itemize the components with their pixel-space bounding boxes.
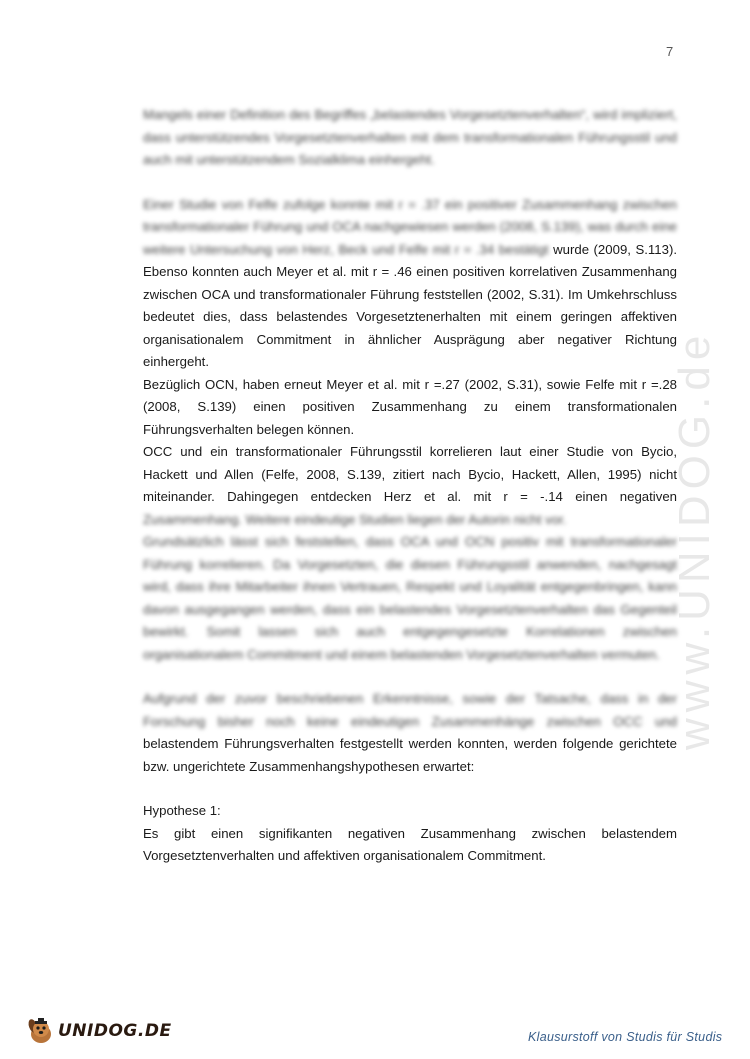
paragraph-6: [143, 688, 677, 778]
hypothesis-title: Hypothese 1:: [143, 803, 221, 818]
document-body: [143, 104, 677, 868]
blurred-paragraph-1: Mangels einer Definition des Begriffes „belastendes Vorgesetztenverhalten“, wird impliziert, dass unterstützendes Vorgesetztenverhalten mit dem transformationalen Führungsstil und auch mit unterstützendem Sozialklima einhergeht.: [143, 107, 677, 167]
paragraph-4: [143, 441, 677, 531]
paragraph-6-blurred: Aufgrund der zuvor beschriebenen Erkenntnisse, sowie der Tatsache, dass in der Forschung bisher noch keine eindeutigen Zusammenhänge zwischen OCC und: [143, 691, 677, 729]
watermark-text: www.UNIDOG.de: [670, 329, 719, 750]
paragraph-2: [143, 194, 677, 374]
paragraph-4-blurred: Zusammenhang. Weitere eindeutige Studien liegen der Autorin nicht vor.: [143, 511, 567, 527]
hypothesis-text: Es gibt einen signifikanten negativen Zusammenhang zwischen belastendem Vorgesetztenverhalten und affektiven organisationalem Commitment.: [143, 825, 677, 863]
paragraph-4-clear: OCC und ein transformationaler Führungsstil korrelieren laut einer Studie von Bycio, Hackett und Allen (Felfe, 2008, S.139, zitiert nach Bycio, Hackett, Allen, 1995) nicht miteinander. Dahingegen entdecken Herz et al. mit r = -.14 einen negativen: [143, 444, 677, 504]
paragraph-2-blurred: Einer Studie von Felfe zufolge konnte mit r = .37 ein positiver Zusammenhang zwischen transformationaler Führung und OCA nachgewiesen werden (2008, S.139), was durch eine weitere Untersuchung von Herz, Beck und Felfe mit r = .34 bestätigt: [143, 196, 677, 257]
paragraph-5-blurred: Grundsätzlich lässt sich feststellen, dass OCA und OCN positiv mit transformationaler Führung korrelieren. Da Vorgesetzten, die diesen Führungsstil anwenden, nachgesagt wird, dass ihre Mitarbeiter ihnen Vertrauen, Respekt und Loyalität entgegenbringen, kann davon ausgegangen werden, dass ein belastendes Vorgesetztenverhalten das Gegenteil bewirkt. Somit lassen sich auch entgegengesetzte Korrelationen zwischen organisationalem Commitment und einem belastenden Vorgesetztenverhalten vermuten.: [143, 534, 677, 662]
paragraph-6-clear: belastendem Führungsverhalten festgestellt werden konnten, werden folgende gerichtete bzw. ungerichtete Zusammenhangshypothesen erwartet:: [143, 736, 677, 774]
logo-text: UNIDOG.DE: [58, 1021, 172, 1041]
paragraph-2-clear: wurde (2009, S.113). Ebenso konnten auch Meyer et al. mit r = .46 einen positiven korrelativen Zusammenhang zwischen OCA und transformationaler Führung feststellen (2002, S.31). Im Umkehrschluss bedeutet dies, dass belastendes Vorgesetztenerhalten mit einem geringen affektiven organisationalem Commitment in ähnlicher Ausprägung aber negativer Richtung einhergeht.: [143, 241, 677, 369]
paragraph-3: Bezüglich OCN, haben erneut Meyer et al. mit r =.27 (2002, S.31), sowie Felfe mit r =.28 (2008, S.139) einen positiven Zusammenhang zu einem transformationalen Führungsverhalten belegen können.: [143, 376, 677, 437]
footer-logo: [26, 1016, 172, 1046]
page-number: 7: [666, 44, 674, 59]
dog-icon: [26, 1016, 56, 1046]
footer-tagline: Klausurstoff von Studis für Studis: [528, 1030, 723, 1044]
